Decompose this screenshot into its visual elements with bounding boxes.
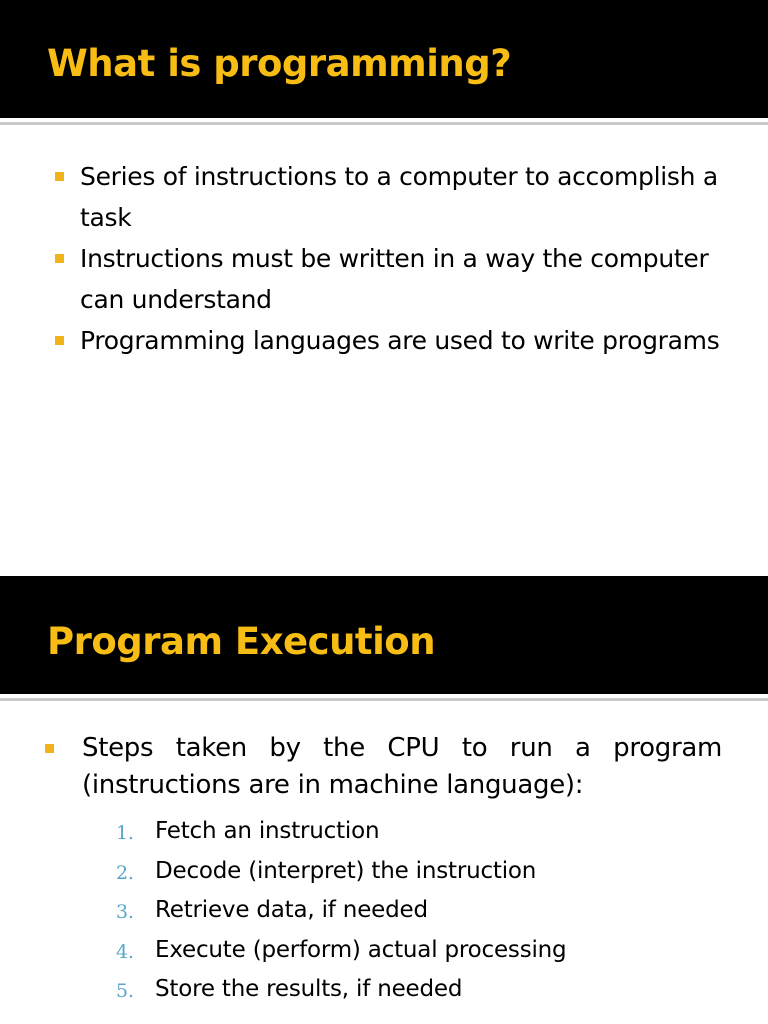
title-divider — [0, 122, 768, 125]
step-item — [0, 852, 768, 892]
step-number: 1. — [116, 822, 134, 844]
step-text: Retrieve data, if needed — [155, 897, 428, 923]
bullet-text: Instructions must be written in a way the computer can understand — [80, 244, 709, 314]
bullet-item — [0, 156, 768, 238]
square-bullet-icon — [55, 172, 64, 181]
title-bar — [0, 576, 768, 694]
bullet-text: Programming languages are used to write programs — [80, 326, 720, 355]
step-item — [0, 970, 768, 1010]
step-number: 4. — [116, 940, 134, 963]
title-divider — [0, 698, 768, 701]
step-text: Decode (interpret) the instruction — [155, 857, 537, 884]
slide-title: Program Execution — [47, 620, 436, 663]
title-bar — [0, 0, 768, 118]
bullet-text: Steps taken by the CPU to run a program (instructions are in machine language): — [82, 733, 722, 800]
square-bullet-icon — [45, 744, 54, 753]
bullet-text: Series of instructions to a computer to accomplish a task — [80, 162, 718, 232]
step-number: 3. — [116, 901, 134, 923]
bullet-item — [0, 730, 768, 804]
square-bullet-icon — [55, 254, 64, 263]
square-bullet-icon — [55, 336, 64, 345]
slide-title: What is programming? — [47, 42, 512, 85]
bullet-item — [0, 238, 768, 320]
bullet-item — [0, 320, 768, 361]
step-text: Execute (perform) actual processing — [155, 936, 567, 963]
step-number: 5. — [116, 980, 134, 1002]
step-item — [0, 891, 768, 931]
slide-program-execution — [0, 576, 768, 1024]
bullet-list — [0, 730, 768, 804]
step-item — [0, 812, 768, 852]
bullet-list — [0, 156, 768, 361]
step-number: 2. — [116, 861, 134, 884]
numbered-step-list — [0, 812, 768, 1010]
step-item — [0, 931, 768, 971]
step-text: Fetch an instruction — [155, 818, 380, 844]
step-text: Store the results, if needed — [155, 976, 463, 1002]
